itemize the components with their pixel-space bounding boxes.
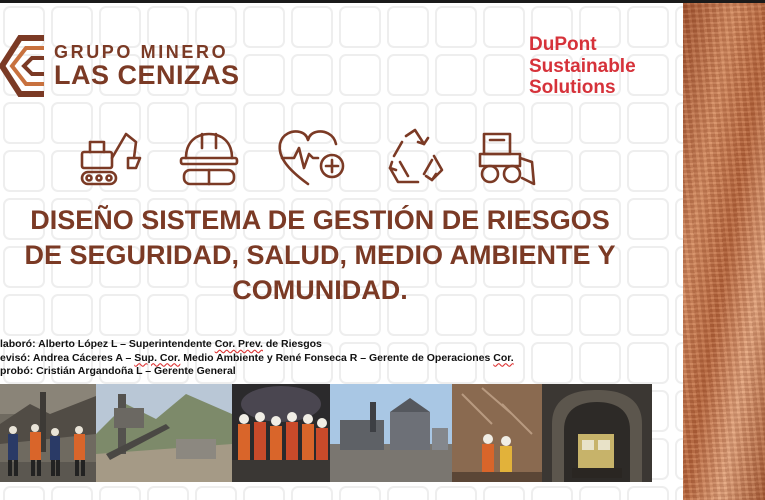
slide-title — [0, 203, 640, 308]
logo-text-las-cenizas: LAS CENIZAS — [54, 60, 240, 90]
underground-crew-photo — [232, 384, 330, 482]
title-line1: DISEÑO SISTEMA DE GESTIÓN DE RIESGOS — [30, 205, 610, 235]
credit-aprobo: probó: Cristián Argandoña L – Gerente General — [0, 365, 236, 377]
credit-elaboro: laboró: Alberto López L – Superintendente Cor. Prev. de Riesgos — [0, 338, 322, 350]
bulldozer-icon — [476, 128, 538, 190]
processing-plant-photo — [96, 384, 232, 482]
credits-block — [0, 338, 514, 379]
logo-text-grupo-minero: GRUPO MINERO — [54, 42, 229, 62]
tunnel-workers-photo — [452, 384, 542, 482]
dupont-line1: DuPont — [529, 34, 597, 55]
dupont-line2: Sustainable — [529, 55, 636, 77]
tunnel-machinery-photo — [542, 384, 652, 482]
excavator-icon — [78, 128, 144, 190]
mine-workers-photo — [0, 384, 96, 482]
dupont-line3: Solutions — [529, 77, 616, 98]
industrial-plant-photo — [330, 384, 452, 482]
safety-helmet-goggles-icon — [178, 128, 240, 190]
title-line2: DE SEGURIDAD, SALUD, MEDIO AMBIENTE Y — [24, 240, 616, 270]
copper-texture-panel — [683, 3, 765, 500]
heart-health-icon — [276, 126, 348, 188]
recycle-icon — [384, 126, 446, 188]
credit-reviso: evisó: Andrea Cáceres A – Sup. Cor. Medio Ambiente y René Fonseca R – Gerente de Operaciones Cor. — [0, 351, 514, 364]
title-line3: COMUNIDAD. — [232, 275, 408, 305]
las-cenizas-logo-icon — [0, 32, 50, 100]
dupont-logo — [529, 34, 636, 99]
